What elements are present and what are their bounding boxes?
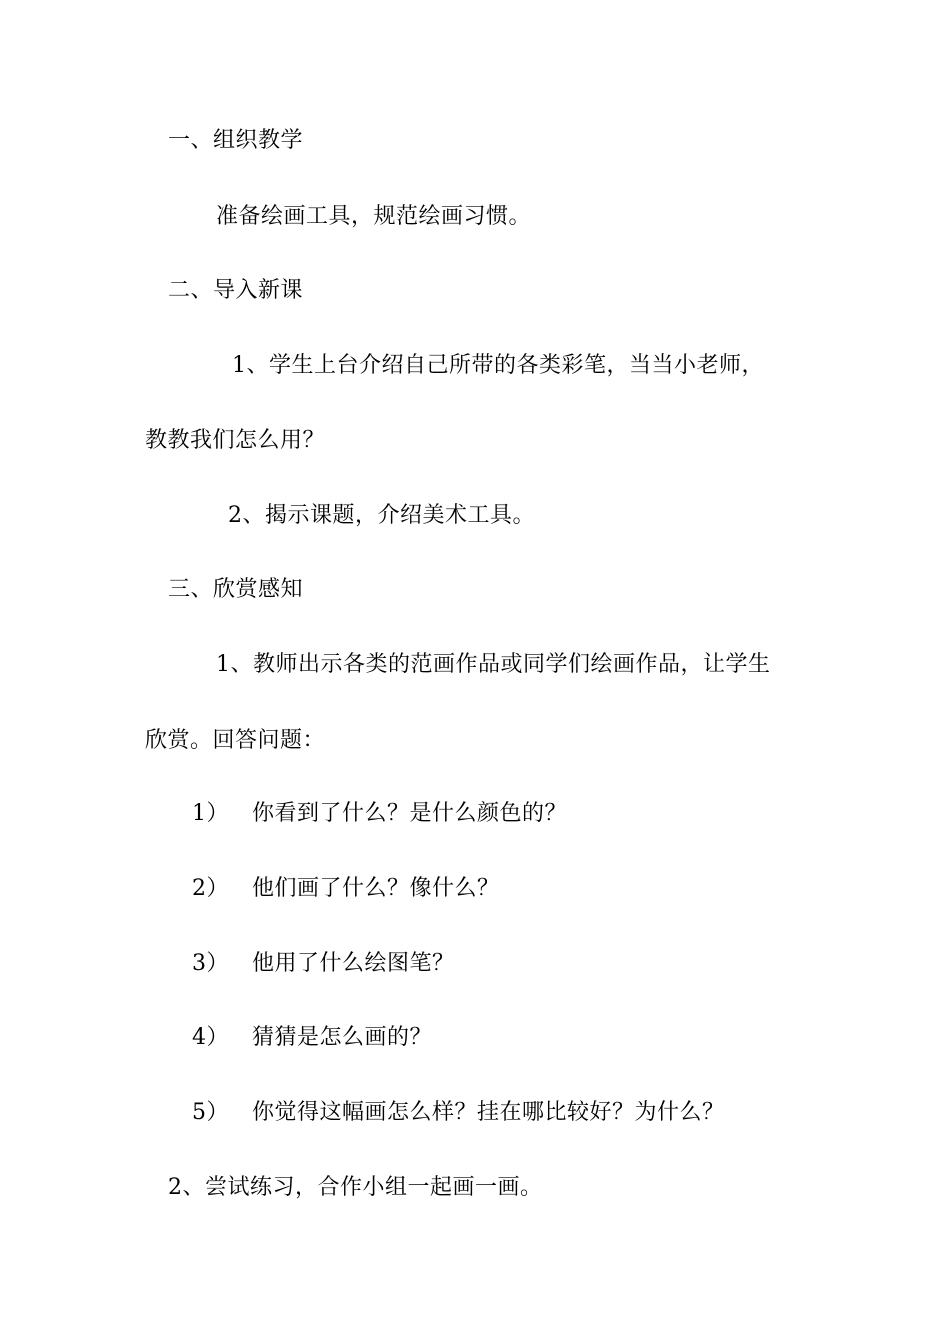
paragraph-appreciation-line-1: 1、教师出示各类的范画作品或同学们绘画作品，让学生 [216, 652, 771, 677]
question-item [192, 799, 567, 829]
question-text: 猜猜是怎么画的？ [252, 1025, 433, 1050]
paragraph-item-1-line-2: 教教我们怎么用？ [145, 428, 326, 453]
section-heading-1: 一、组织教学 [168, 128, 304, 153]
question-item [192, 949, 455, 979]
section-heading-2: 二、导入新课 [168, 278, 304, 303]
question-item [192, 1098, 725, 1128]
question-item [192, 1023, 432, 1053]
paragraph-practice: 2、尝试练习，合作小组一起画一画。 [168, 1175, 543, 1200]
question-text: 他们画了什么？像什么？ [252, 876, 500, 901]
paragraph-item-1-line-1: 1、学生上台介绍自己所带的各类彩笔，当当小老师， [232, 353, 764, 378]
question-text: 你看到了什么？是什么颜色的？ [252, 801, 568, 826]
question-item [192, 874, 500, 904]
question-text: 你觉得这幅画怎么样？挂在哪比较好？为什么？ [252, 1100, 725, 1125]
question-number: 3） [192, 951, 229, 976]
paragraph-prepare-tools: 准备绘画工具，规范绘画习惯。 [216, 204, 532, 229]
paragraph-appreciation-line-2: 欣赏。回答问题： [145, 728, 326, 753]
question-number: 5） [192, 1100, 229, 1125]
section-heading-3: 三、欣赏感知 [168, 577, 304, 602]
question-number: 2） [192, 876, 229, 901]
question-number: 4） [192, 1025, 229, 1050]
paragraph-item-2: 2、揭示课题，介绍美术工具。 [228, 503, 535, 528]
question-number: 1） [192, 801, 229, 826]
question-text: 他用了什么绘图笔？ [252, 951, 455, 976]
